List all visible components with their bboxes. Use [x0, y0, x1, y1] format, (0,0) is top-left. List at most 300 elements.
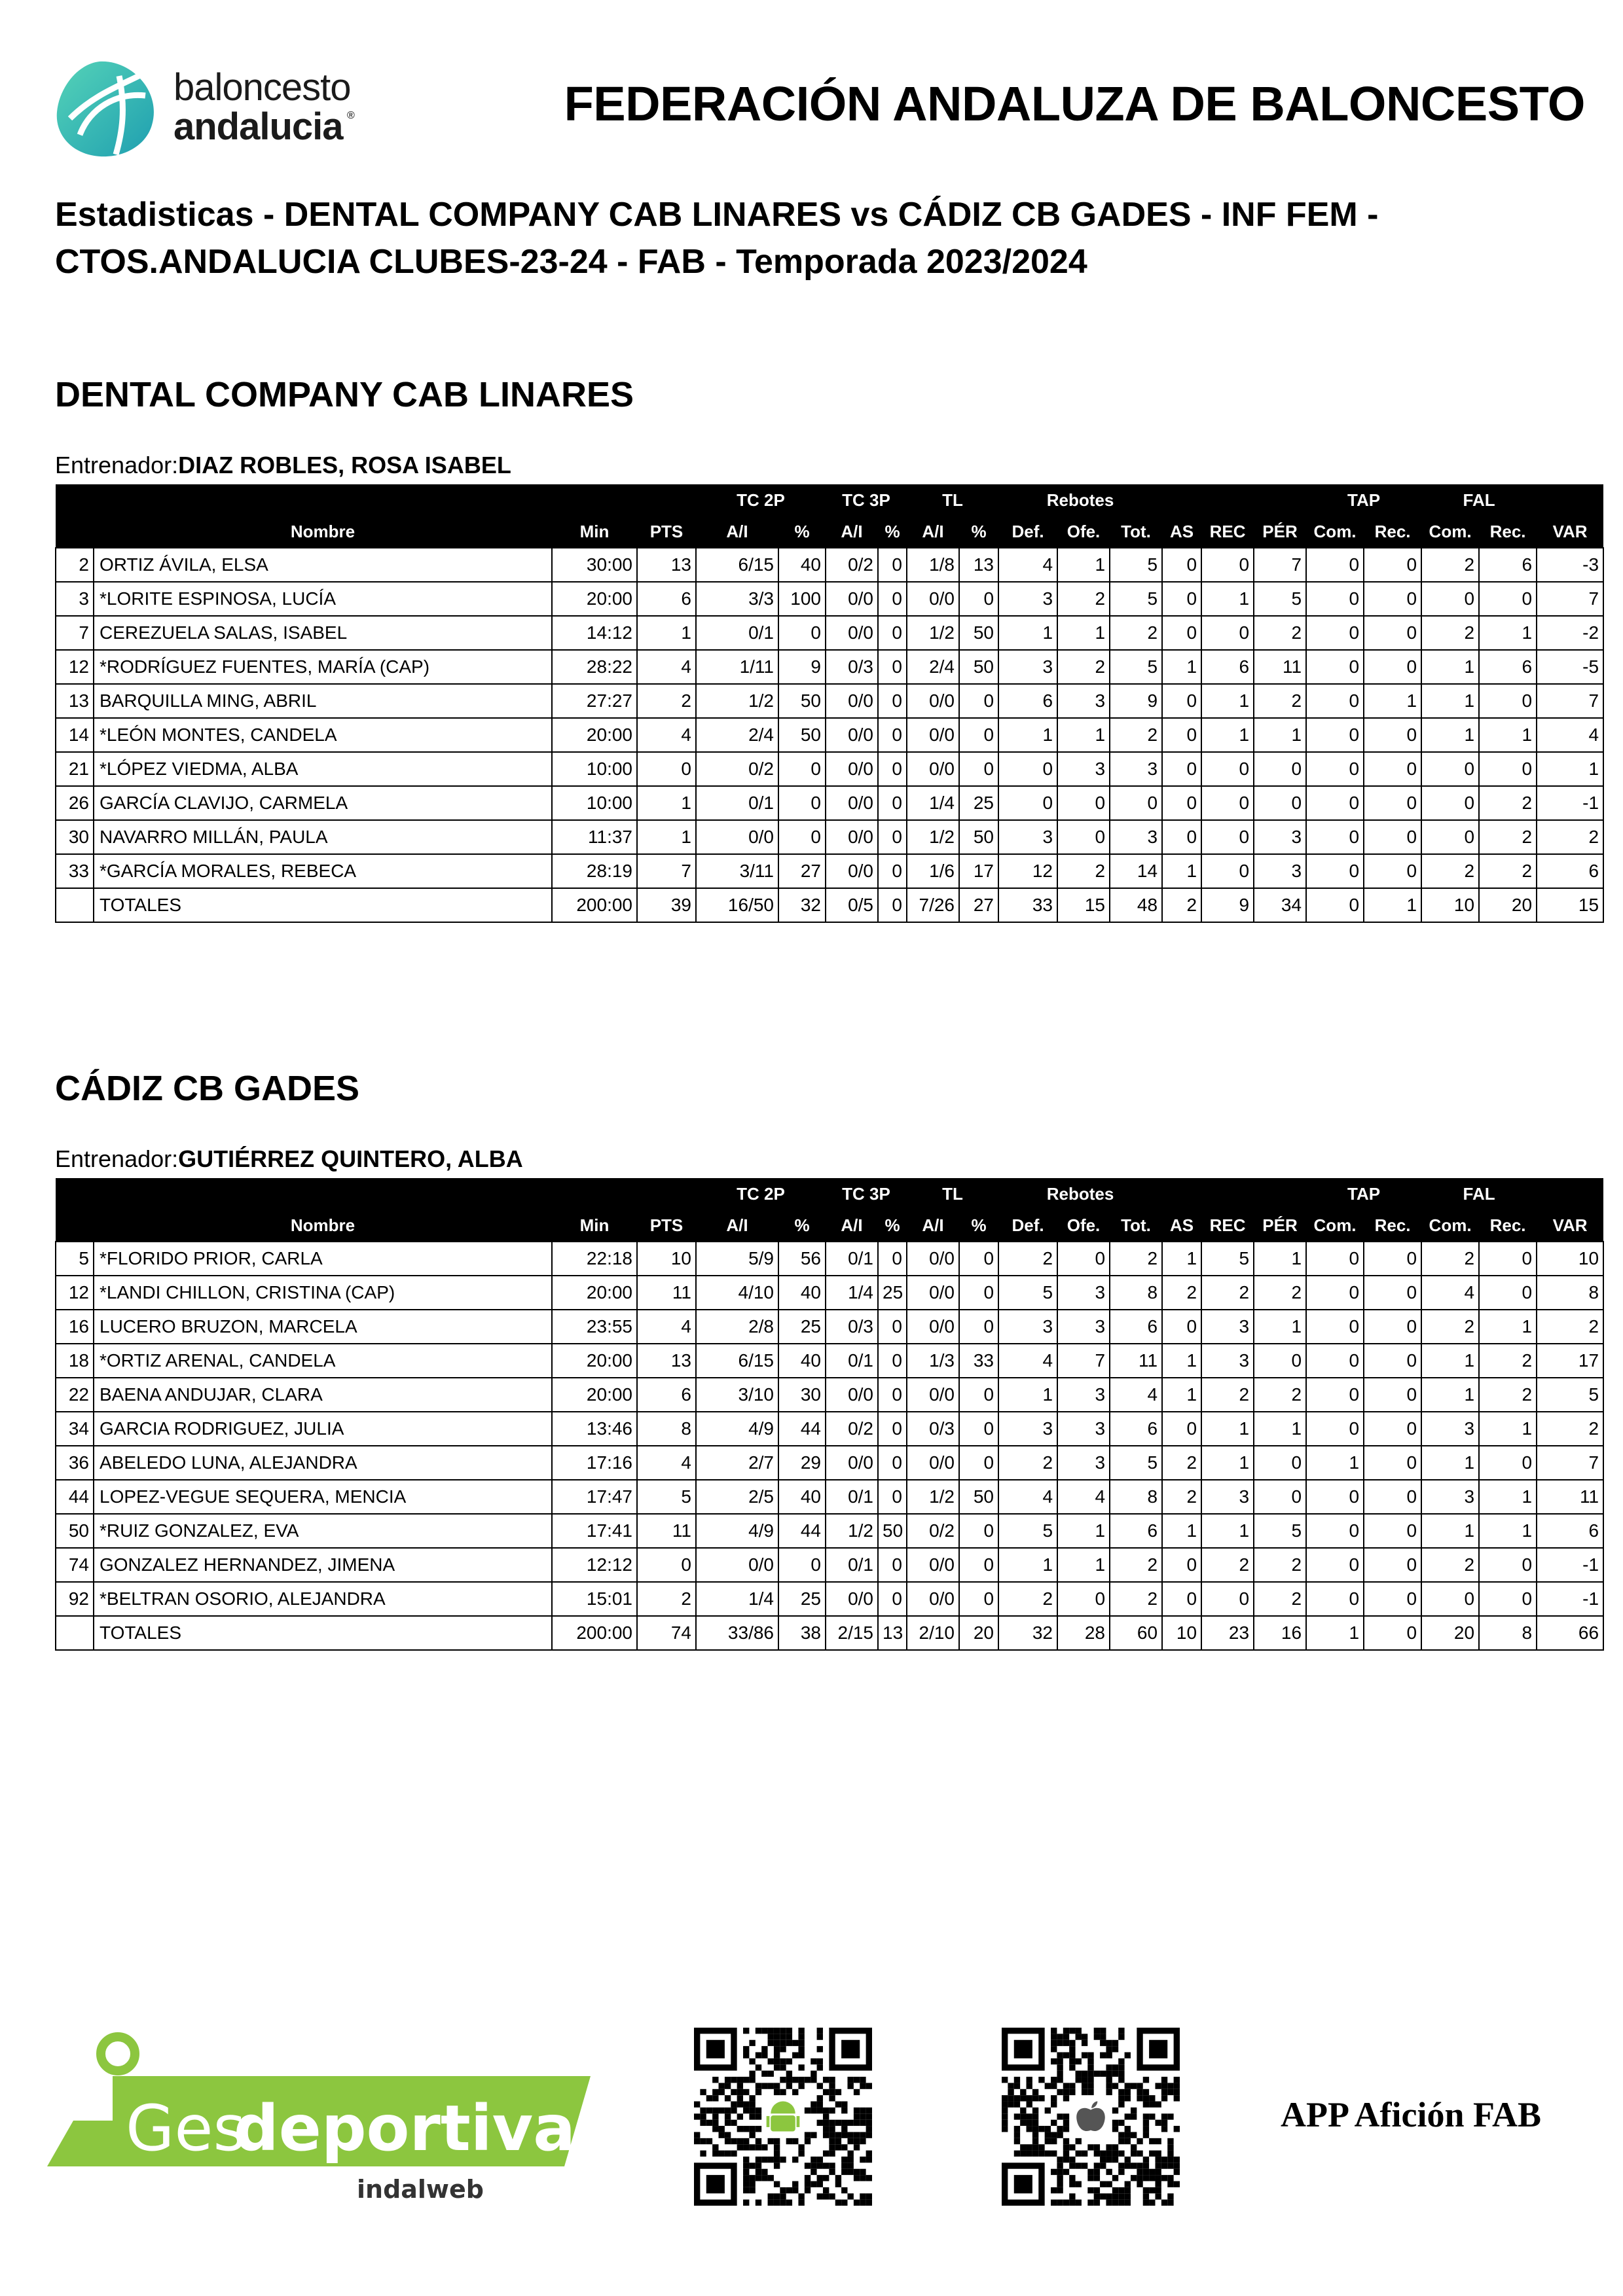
column-header: A/I	[696, 1210, 778, 1242]
column-header: Tot.	[1110, 1210, 1162, 1242]
stat-cell: 0	[1162, 752, 1201, 786]
logo-line1: baloncesto	[173, 66, 351, 109]
stat-cell: 7	[1254, 548, 1306, 582]
stat-cell: 29	[778, 1446, 826, 1480]
player-number: 12	[56, 650, 94, 684]
table-row	[56, 616, 1603, 650]
stat-cell: 4	[637, 1310, 696, 1344]
stat-cell: 6	[1110, 1412, 1162, 1446]
stat-cell: 2/15	[826, 1616, 878, 1650]
column-header: %	[959, 516, 998, 548]
stat-cell: 200:00	[552, 888, 637, 922]
player-number: 18	[56, 1344, 94, 1378]
stat-cell: 0	[1364, 1276, 1421, 1310]
column-header: %	[878, 516, 907, 548]
stat-cell: 1	[1254, 1310, 1306, 1344]
stat-cell: 0	[778, 786, 826, 820]
stat-cell: 0/1	[696, 616, 778, 650]
stat-cell: 0/0	[826, 786, 878, 820]
stat-cell: 40	[778, 1344, 826, 1378]
stat-cell: 2	[1254, 1378, 1306, 1412]
stat-cell: 0	[1162, 1582, 1201, 1616]
group-header: TAP	[1306, 484, 1421, 516]
table-row	[56, 1276, 1603, 1310]
stat-cell: 3	[1254, 820, 1306, 854]
column-header: REC	[1201, 1210, 1254, 1242]
app-label: APP Afición FAB	[1281, 2095, 1541, 2134]
stat-cell: 1	[637, 820, 696, 854]
stat-cell: 20	[959, 1616, 998, 1650]
stat-cell: 0/0	[907, 684, 959, 718]
stat-cell: 2	[1110, 1582, 1162, 1616]
stat-cell: 2	[1479, 854, 1537, 888]
stat-cell: 2	[637, 1582, 696, 1616]
stat-cell: 0	[1364, 854, 1421, 888]
stat-cell: 5/9	[696, 1242, 778, 1276]
column-header-row	[56, 1210, 1603, 1242]
stat-cell: 0	[878, 650, 907, 684]
player-number: 74	[56, 1548, 94, 1582]
stat-cell: 50	[778, 718, 826, 752]
stat-cell: 0/0	[826, 820, 878, 854]
stat-cell: 0/0	[907, 1582, 959, 1616]
stat-cell: 1	[1254, 1412, 1306, 1446]
stat-cell: 0/1	[826, 1480, 878, 1514]
stat-cell: 1	[1162, 650, 1201, 684]
stat-cell: 0	[878, 582, 907, 616]
stat-cell: 0	[1162, 582, 1201, 616]
stat-cell: 50	[959, 1480, 998, 1514]
stat-cell: 3	[1057, 1378, 1110, 1412]
stat-cell: 0	[1057, 786, 1110, 820]
column-header: A/I	[907, 516, 959, 548]
stat-cell: 0	[1364, 650, 1421, 684]
stat-cell: 10	[1421, 888, 1479, 922]
stat-cell: 5	[1254, 1514, 1306, 1548]
column-header: PÉR	[1254, 516, 1306, 548]
player-name: *RUIZ GONZALEZ, EVA	[94, 1514, 552, 1548]
stat-cell: 6	[637, 582, 696, 616]
column-header: Nombre	[94, 1210, 552, 1242]
stat-cell: 50	[878, 1514, 907, 1548]
stat-cell: 13:46	[552, 1412, 637, 1446]
stat-cell: 2	[1254, 1276, 1306, 1310]
stat-cell: 1	[1162, 854, 1201, 888]
stat-cell: 2	[637, 684, 696, 718]
stat-cell: 20:00	[552, 582, 637, 616]
stat-cell: 3	[998, 820, 1057, 854]
stat-cell: 1/2	[907, 1480, 959, 1514]
stat-cell: 3	[998, 582, 1057, 616]
stat-cell: 0	[959, 718, 998, 752]
stat-cell: 0	[1479, 1446, 1537, 1480]
stat-cell: 5	[1110, 582, 1162, 616]
stat-cell: 27	[959, 888, 998, 922]
column-header: VAR	[1537, 516, 1603, 548]
stat-cell: 7	[1057, 1344, 1110, 1378]
stat-cell: 0	[1254, 1480, 1306, 1514]
stat-cell: 1	[1421, 650, 1479, 684]
stat-cell: 0/0	[907, 1446, 959, 1480]
table-row	[56, 1446, 1603, 1480]
stat-cell: 0	[1421, 820, 1479, 854]
stat-cell: 0	[1201, 854, 1254, 888]
stat-cell: 1	[1201, 1514, 1254, 1548]
player-number: 36	[56, 1446, 94, 1480]
stat-cell: -1	[1537, 1582, 1603, 1616]
stat-cell: 0	[878, 1548, 907, 1582]
stat-cell: 0	[1364, 1446, 1421, 1480]
column-header: A/I	[696, 516, 778, 548]
stat-cell: 13	[637, 1344, 696, 1378]
stat-cell: 1	[1162, 1378, 1201, 1412]
stat-cell: 0	[1479, 684, 1537, 718]
group-header: TC 2P	[696, 484, 826, 516]
stat-cell: 5	[1110, 548, 1162, 582]
team1-name: DENTAL COMPANY CAB LINARES	[55, 375, 634, 414]
player-number: 2	[56, 548, 94, 582]
stat-cell: 0/2	[826, 1412, 878, 1446]
stat-cell: 0	[1306, 616, 1364, 650]
stat-cell: 40	[778, 1276, 826, 1310]
totals-row	[56, 888, 1603, 922]
stat-cell: 0	[1254, 786, 1306, 820]
group-header: FAL	[1421, 484, 1537, 516]
player-number: 3	[56, 582, 94, 616]
stat-cell: 0/0	[907, 718, 959, 752]
stat-cell: 6	[1537, 1514, 1603, 1548]
group-header-blank	[1162, 484, 1306, 516]
stat-cell: 0/0	[907, 582, 959, 616]
stat-cell: 2	[998, 1446, 1057, 1480]
stat-cell: 2	[1254, 616, 1306, 650]
stat-cell: 40	[778, 1480, 826, 1514]
player-name: *LÓPEZ VIEDMA, ALBA	[94, 752, 552, 786]
stat-cell: 4	[1421, 1276, 1479, 1310]
group-header: TL	[907, 484, 998, 516]
stat-cell: 12:12	[552, 1548, 637, 1582]
stat-cell: 2	[1110, 1548, 1162, 1582]
qr-apple-icon[interactable]	[1002, 2028, 1180, 2206]
gesdeportiva-text-a: Ges	[126, 2092, 246, 2165]
stat-cell: 25	[959, 786, 998, 820]
stat-cell: 0	[1479, 1242, 1537, 1276]
stat-cell: 0	[1162, 616, 1201, 650]
stat-cell: 0	[878, 548, 907, 582]
stat-cell: 0	[1306, 718, 1364, 752]
column-header: AS	[1162, 1210, 1201, 1242]
column-header: PTS	[637, 1210, 696, 1242]
stat-cell: 2	[998, 1582, 1057, 1616]
stat-cell: 4	[1057, 1480, 1110, 1514]
stat-cell: 66	[1537, 1616, 1603, 1650]
stat-cell: 4	[1110, 1378, 1162, 1412]
stat-cell: 6	[1110, 1310, 1162, 1344]
player-name: NAVARRO MILLÁN, PAULA	[94, 820, 552, 854]
stat-cell: 0	[637, 1548, 696, 1582]
stat-cell: 1	[1479, 616, 1537, 650]
stat-cell: 0/0	[826, 582, 878, 616]
player-name: *BELTRAN OSORIO, ALEJANDRA	[94, 1582, 552, 1616]
stat-cell: 2/4	[696, 718, 778, 752]
stat-cell: 23	[1201, 1616, 1254, 1650]
stat-cell: 4/10	[696, 1276, 778, 1310]
stat-cell: 3	[1057, 1310, 1110, 1344]
stat-cell: 8	[1479, 1616, 1537, 1650]
stat-cell: 1	[1306, 1446, 1364, 1480]
stat-cell: 0	[1306, 582, 1364, 616]
player-name: BAENA ANDUJAR, CLARA	[94, 1378, 552, 1412]
column-header: %	[959, 1210, 998, 1242]
stat-cell: 17	[1537, 1344, 1603, 1378]
stat-cell: 2	[1162, 888, 1201, 922]
stat-cell: 5	[1537, 1378, 1603, 1412]
group-header: FAL	[1421, 1178, 1537, 1210]
stat-cell: -1	[1537, 1548, 1603, 1582]
column-header: Com.	[1306, 516, 1364, 548]
stat-cell: 1	[1421, 1344, 1479, 1378]
group-header: TC 2P	[696, 1178, 826, 1210]
player-name: GARCIA RODRIGUEZ, JULIA	[94, 1412, 552, 1446]
stat-cell: 0	[1306, 854, 1364, 888]
stat-cell: 1	[1201, 582, 1254, 616]
stat-cell: 5	[998, 1514, 1057, 1548]
stat-cell: 0	[1364, 1310, 1421, 1344]
column-header: A/I	[826, 1210, 878, 1242]
stat-cell: 0	[878, 752, 907, 786]
stat-cell: 1	[1254, 1242, 1306, 1276]
stat-cell: 0	[1201, 1582, 1254, 1616]
stat-cell: 0/1	[826, 1344, 878, 1378]
stat-cell: 3	[1057, 1276, 1110, 1310]
stat-cell: 20	[1421, 1616, 1479, 1650]
stat-cell: 3	[1201, 1480, 1254, 1514]
stat-cell: 0/1	[826, 1242, 878, 1276]
stat-cell: 0/3	[826, 1310, 878, 1344]
stat-cell: 56	[778, 1242, 826, 1276]
team1-coach: Entrenador:DIAZ ROBLES, ROSA ISABEL	[55, 452, 511, 478]
stat-cell: 1	[1479, 1514, 1537, 1548]
stat-cell: 1/6	[907, 854, 959, 888]
stat-cell: 0	[1306, 1378, 1364, 1412]
player-number: 34	[56, 1412, 94, 1446]
stat-cell: 100	[778, 582, 826, 616]
stat-cell: 2	[1110, 1242, 1162, 1276]
stat-cell: 11	[637, 1276, 696, 1310]
player-number: 26	[56, 786, 94, 820]
stat-cell: 11:37	[552, 820, 637, 854]
stat-cell: 0	[1306, 1412, 1364, 1446]
stat-cell: 39	[637, 888, 696, 922]
stat-cell: 0	[998, 752, 1057, 786]
stat-cell: 5	[1254, 582, 1306, 616]
stat-cell: 0	[878, 718, 907, 752]
stat-cell: 20	[1479, 888, 1537, 922]
table-row	[56, 548, 1603, 582]
stat-cell: 0	[1306, 1514, 1364, 1548]
stat-cell: 0	[1364, 820, 1421, 854]
stat-cell: 0	[878, 854, 907, 888]
group-header: Rebotes	[998, 484, 1162, 516]
stat-cell: 9	[778, 650, 826, 684]
table-row	[56, 1514, 1603, 1548]
column-header: Rec.	[1364, 516, 1421, 548]
stat-cell: 0	[959, 1412, 998, 1446]
stat-cell: 0	[1306, 1276, 1364, 1310]
stat-cell: 4	[637, 650, 696, 684]
stat-cell: 0	[637, 752, 696, 786]
stat-cell: 3	[1421, 1480, 1479, 1514]
stat-cell: 1/3	[907, 1344, 959, 1378]
stat-cell: 20:00	[552, 1378, 637, 1412]
column-header: Com.	[1306, 1210, 1364, 1242]
stat-cell: 32	[998, 1616, 1057, 1650]
stat-cell: 2	[1162, 1446, 1201, 1480]
stat-cell: 0	[1306, 820, 1364, 854]
player-number: 14	[56, 718, 94, 752]
stat-cell: 10:00	[552, 786, 637, 820]
player-name: LOPEZ-VEGUE SEQUERA, MENCIA	[94, 1480, 552, 1514]
stat-cell: 3	[1201, 1344, 1254, 1378]
stat-cell: 0	[878, 1242, 907, 1276]
table-row	[56, 1378, 1603, 1412]
stat-cell: 0	[998, 786, 1057, 820]
stat-cell: 0/0	[826, 1582, 878, 1616]
stat-cell: 0/0	[907, 1548, 959, 1582]
stat-cell: 2	[1479, 820, 1537, 854]
player-name: *GARCÍA MORALES, REBECA	[94, 854, 552, 888]
stat-cell: 0	[1364, 1582, 1421, 1616]
stat-cell: 1	[1057, 548, 1110, 582]
stat-cell: 2/4	[907, 650, 959, 684]
stat-cell: 0/0	[907, 1310, 959, 1344]
stat-cell: 1	[1421, 1446, 1479, 1480]
stat-cell: 74	[637, 1616, 696, 1650]
stat-cell: 0/0	[696, 1548, 778, 1582]
player-number: 30	[56, 820, 94, 854]
stat-cell: 0	[1201, 548, 1254, 582]
stat-cell: 0	[778, 1548, 826, 1582]
stat-cell: 2	[998, 1242, 1057, 1276]
player-name: *LEÓN MONTES, CANDELA	[94, 718, 552, 752]
stat-cell: 10	[1537, 1242, 1603, 1276]
stat-cell: 2	[1421, 1548, 1479, 1582]
column-header-row	[56, 516, 1603, 548]
stat-cell: 28:22	[552, 650, 637, 684]
team1-stats-table	[55, 484, 1604, 923]
stat-cell: 17	[959, 854, 998, 888]
stat-cell: 0	[959, 1548, 998, 1582]
table-row	[56, 1310, 1603, 1344]
column-header: Tot.	[1110, 516, 1162, 548]
stat-cell: 2	[1057, 582, 1110, 616]
table-row	[56, 650, 1603, 684]
stat-cell: 2	[1110, 616, 1162, 650]
player-name: BARQUILLA MING, ABRIL	[94, 684, 552, 718]
stat-cell: 4	[637, 718, 696, 752]
player-number: 16	[56, 1310, 94, 1344]
stat-cell: 16/50	[696, 888, 778, 922]
column-header: %	[778, 516, 826, 548]
stat-cell: 1	[1364, 888, 1421, 922]
stat-cell: 50	[778, 684, 826, 718]
stat-cell: 0/0	[826, 752, 878, 786]
stat-cell: 50	[959, 650, 998, 684]
stat-cell: 0	[1421, 752, 1479, 786]
stat-cell: 50	[959, 820, 998, 854]
stat-cell: 0	[959, 1582, 998, 1616]
gesdeportiva-logo-icon	[47, 2029, 591, 2206]
player-name: GONZALEZ HERNANDEZ, JIMENA	[94, 1548, 552, 1582]
stat-cell: 2	[1537, 1310, 1603, 1344]
stat-cell: 0	[1306, 548, 1364, 582]
player-name: *LORITE ESPINOSA, LUCÍA	[94, 582, 552, 616]
stat-cell: 1	[1421, 1378, 1479, 1412]
group-header-blank	[1162, 1178, 1306, 1210]
group-header: TC 3P	[826, 1178, 907, 1210]
stat-cell: 7	[1537, 582, 1603, 616]
stat-cell: 0	[878, 1446, 907, 1480]
stat-cell: 0/0	[826, 718, 878, 752]
stat-cell: 0	[1479, 582, 1537, 616]
stat-cell: 28:19	[552, 854, 637, 888]
stat-cell: 0	[959, 684, 998, 718]
stat-cell: 0	[1201, 786, 1254, 820]
stat-cell: 3	[1110, 820, 1162, 854]
stat-cell: 1	[1479, 1412, 1537, 1446]
column-header: Def.	[998, 516, 1057, 548]
table-row	[56, 854, 1603, 888]
group-header: TAP	[1306, 1178, 1421, 1210]
stat-cell: 1	[1162, 1514, 1201, 1548]
stat-cell: 20:00	[552, 718, 637, 752]
stat-cell: 1	[637, 616, 696, 650]
stat-cell: 1/8	[907, 548, 959, 582]
stat-cell: 1	[1421, 1514, 1479, 1548]
stat-cell: 0/0	[826, 1378, 878, 1412]
stat-cell: 50	[959, 616, 998, 650]
gesdeportiva-text-b: deportiva	[234, 2092, 575, 2165]
stat-cell: 0	[1364, 752, 1421, 786]
stat-cell: 13	[878, 1616, 907, 1650]
stat-cell: 1	[1421, 684, 1479, 718]
page-title: Estadisticas - DENTAL COMPANY CAB LINARES vs CÁDIZ CB GADES - INF FEM - CTOS.ANDALUCIA CLUBES-23-24 - FAB - Temporada 2023/2024	[55, 196, 1379, 281]
stat-cell: 4/9	[696, 1514, 778, 1548]
player-name: GARCÍA CLAVIJO, CARMELA	[94, 786, 552, 820]
stat-cell: 1/2	[907, 616, 959, 650]
stat-cell: 0/0	[696, 820, 778, 854]
stat-cell: 0	[878, 1310, 907, 1344]
stat-cell: 1/4	[907, 786, 959, 820]
stat-cell: 2/7	[696, 1446, 778, 1480]
stat-cell: 17:47	[552, 1480, 637, 1514]
stat-cell: 0/2	[696, 752, 778, 786]
stat-cell: 0	[959, 1242, 998, 1276]
stat-cell: 0/2	[907, 1514, 959, 1548]
totals-row	[56, 1616, 1603, 1650]
stat-cell: 27	[778, 854, 826, 888]
qr-android-icon[interactable]	[694, 2028, 872, 2206]
player-name: LUCERO BRUZON, MARCELA	[94, 1310, 552, 1344]
stat-cell: 1/11	[696, 650, 778, 684]
group-header-blank	[1537, 484, 1603, 516]
stat-cell: 4	[998, 1480, 1057, 1514]
stat-cell: 3	[998, 1310, 1057, 1344]
stat-cell: 6	[998, 684, 1057, 718]
table-row	[56, 582, 1603, 616]
stat-cell: 11	[1110, 1344, 1162, 1378]
stat-cell: 48	[1110, 888, 1162, 922]
